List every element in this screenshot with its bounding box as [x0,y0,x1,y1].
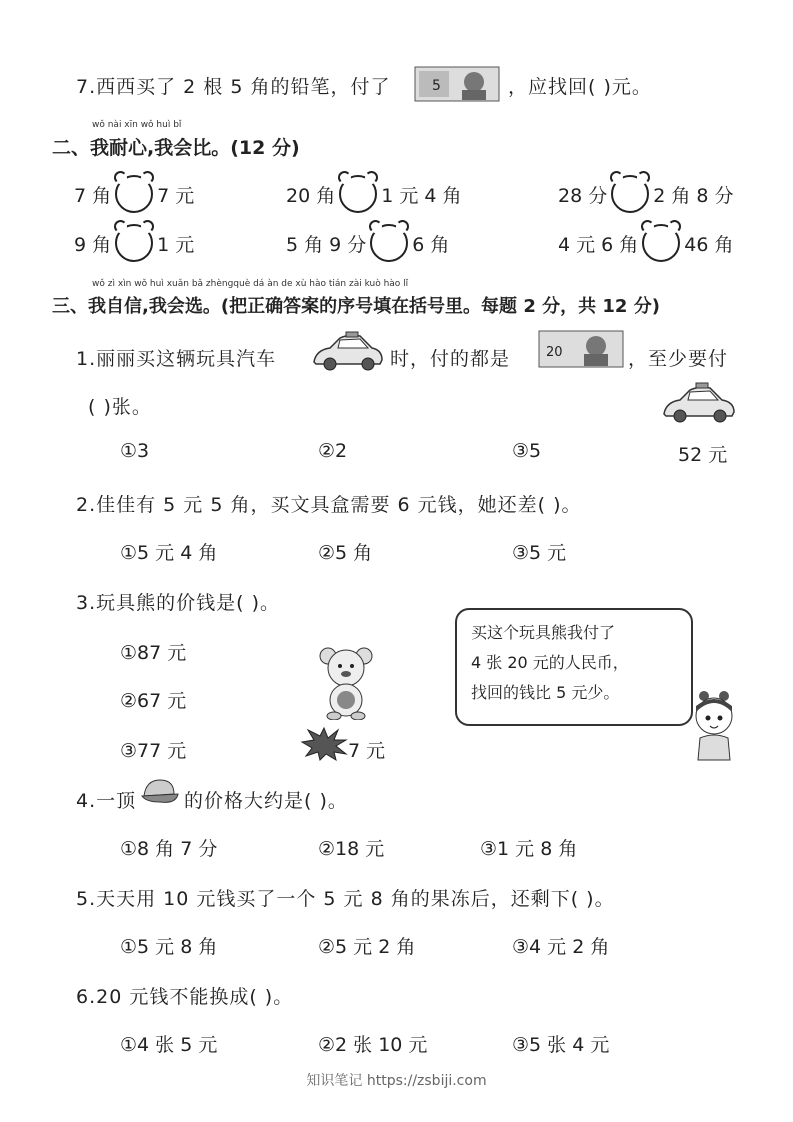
question-6-text: 6.20 元钱不能换成( )。 [76,986,294,1008]
option-3[interactable]: ③77 元 [120,740,187,762]
toy-car-icon [310,330,386,374]
compare-right: 7 元 [157,184,195,207]
compare-item [558,175,734,213]
section-2-title: 二、我耐心,我会比。(12 分) [52,137,300,159]
compare-left: 4 元 6 角 [558,233,639,256]
compare-right: 1 元 4 角 [381,184,462,207]
option-3[interactable]: ③5 张 4 元 [512,1034,610,1056]
question-7-answer: ，应找回( )元。 [508,76,652,98]
question-4-text: 4.一顶 [76,790,137,812]
price-splat-icon [300,726,348,762]
option-3[interactable]: ③1 元 8 角 [480,838,578,860]
question-4-after: 的价格大约是( )。 [184,790,348,812]
compare-circle[interactable] [611,175,649,213]
compare-circle[interactable] [339,175,377,213]
option-2[interactable]: ②2 张 10 元 [318,1034,428,1056]
compare-left: 7 角 [74,184,112,207]
option-3[interactable]: ③4 元 2 角 [512,936,610,958]
compare-right: 1 元 [157,233,195,256]
compare-item [558,224,734,262]
option-3[interactable]: ③5 [512,440,542,462]
compare-item [74,224,194,262]
cap-icon [140,776,180,808]
compare-right: 2 角 8 分 [653,184,734,207]
toy-car-icon [660,380,740,426]
compare-right: 46 角 [684,233,734,256]
option-1[interactable]: ①8 角 7 分 [120,838,218,860]
question-1-after: ，至少要付 [628,348,729,370]
option-3[interactable]: ③5 元 [512,542,567,564]
question-5-text: 5.天天用 10 元钱买了一个 5 元 8 角的果冻后，还剩下( )。 [76,888,615,910]
car-price: 52 元 [678,444,728,466]
bubble-line: 买这个玩具熊我付了 [471,623,616,642]
banknote-20-value: 20 [546,345,563,360]
section-3-title: 三、我自信,我会选。(把正确答案的序号填在括号里。每题 2 分，共 12 分) [52,296,660,317]
bear-price-suffix: 7 元 [348,740,386,762]
compare-left: 9 角 [74,233,112,256]
banknote-5-value: 5 [432,78,441,94]
question-7 [76,72,390,99]
bubble-line: 4 张 20 元的人民币， [471,653,629,672]
banknote-5-yuan-icon [414,66,500,102]
option-1[interactable]: ①4 张 5 元 [120,1034,218,1056]
option-1[interactable]: ①3 [120,440,150,462]
question-7-text: 7.西西买了 2 根 5 角的铅笔，付了 [76,76,391,98]
option-2[interactable]: ②5 角 [318,542,373,564]
question-2-text: 2.佳佳有 5 元 5 角，买文具盒需要 6 元钱，她还差( )。 [76,494,582,516]
question-1-line2: ( )张。 [88,396,152,418]
compare-item [286,175,462,213]
option-2[interactable]: ②2 [318,440,348,462]
banknote-20-yuan-icon [538,330,624,368]
compare-left: 20 角 [286,184,336,207]
compare-left: 28 分 [558,184,608,207]
compare-item [286,224,449,262]
section-2-pinyin: wǒ nài xīn wǒ huì bǐ [92,120,182,130]
compare-circle[interactable] [642,224,680,262]
option-2[interactable]: ②18 元 [318,838,385,860]
teddy-bear-icon [316,644,376,720]
bubble-line: 找回的钱比 5 元少。 [471,683,620,702]
compare-right: 6 角 [412,233,450,256]
compare-left: 5 角 9 分 [286,233,367,256]
girl-avatar-icon [686,690,742,762]
compare-circle[interactable] [370,224,408,262]
option-2[interactable]: ②5 元 2 角 [318,936,416,958]
question-3-text: 3.玩具熊的价钱是( )。 [76,592,280,614]
compare-circle[interactable] [115,175,153,213]
question-1-mid: 时，付的都是 [390,348,511,370]
speech-bubble [455,608,693,726]
compare-item [74,175,194,213]
option-1[interactable]: ①5 元 4 角 [120,542,218,564]
section-3-pinyin: wǒ zì xìn wǒ huì xuǎn bǎ zhèngquè dá àn de xù hào tián zài kuò hào lǐ [92,279,409,289]
option-2[interactable]: ②67 元 [120,690,187,712]
option-1[interactable]: ①5 元 8 角 [120,936,218,958]
option-1[interactable]: ①87 元 [120,642,187,664]
question-1-text: 1.丽丽买这辆玩具汽车 [76,348,277,370]
compare-circle[interactable] [115,224,153,262]
footer-watermark[interactable]: 知识笔记 https://zsbiji.com [306,1073,487,1089]
